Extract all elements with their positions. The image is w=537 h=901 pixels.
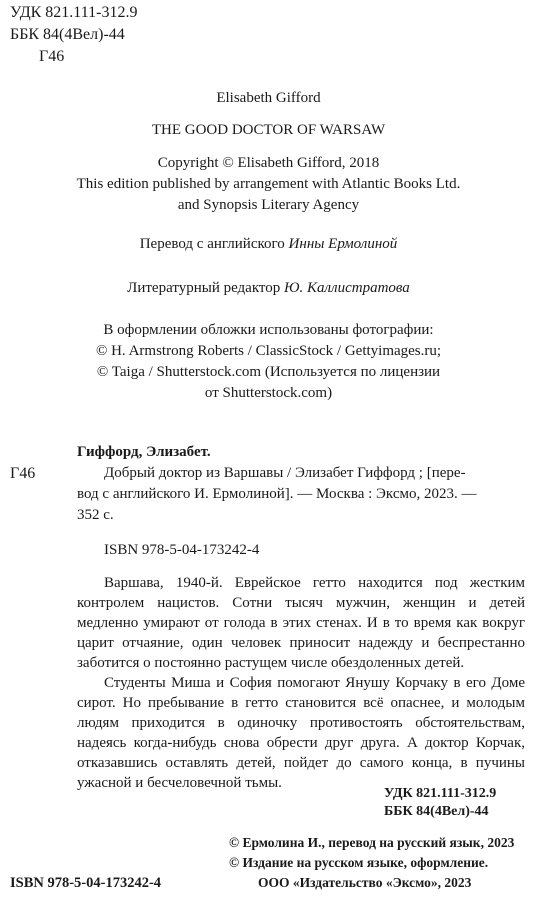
arrangement-line-1: This edition published by arrangement with Atlantic Books Ltd. bbox=[76, 176, 461, 192]
copyright-line: Copyright © Elisabeth Gifford, 2018 bbox=[157, 155, 380, 171]
translation-prefix: Перевод с английского bbox=[139, 236, 285, 252]
photo-credit-4: от Shutterstock.com) bbox=[204, 385, 333, 401]
biblio-line-2: вод с английского И. Ермолиной]. — Москва : Эксмо, 2023. — bbox=[77, 486, 477, 502]
editor-name: Ю. Каллистратова bbox=[284, 280, 410, 296]
annotation-paragraph-2: Студенты Миша и София помогают Янушу Корчаку в его Доме сирот. Но пребывание в гетто становится всё опаснее, и молодым людям приходится в одиночку противостоять обстоятельствам, надеясь когда-нибудь снова обрести друг друга. А доктор Корчак, отказавшись оставлять детей, пойдет до самого конца, в пучины ужасной и бесчеловечной тьмы. bbox=[77, 675, 525, 791]
biblio-heading: Гиффорд, Элизабет. bbox=[77, 444, 211, 460]
biblio-line-3: 352 с. bbox=[77, 507, 114, 523]
photo-credit-2: © H. Armstrong Roberts / ClassicStock / Gettyimages.ru; bbox=[95, 343, 442, 359]
footer-isbn: ISBN 978-5-04-173242-4 bbox=[10, 875, 162, 891]
biblio-mark: Г46 bbox=[10, 465, 36, 482]
biblio-isbn: ISBN 978-5-04-173242-4 bbox=[104, 542, 260, 558]
rights-line-2: © Издание на русском языке, оформление. bbox=[229, 855, 489, 870]
translator-name: Инны Ермолиной bbox=[288, 236, 398, 252]
rights-line-3: ООО «Издательство «Эксмо», 2023 bbox=[258, 875, 472, 890]
biblio-line-1: Добрый доктор из Варшавы / Элизабет Гиффорд ; [пере- bbox=[104, 465, 466, 481]
translation-credit bbox=[0, 236, 537, 253]
photo-credit-1: В оформлении обложки использованы фотографии: bbox=[103, 322, 434, 338]
udk-code-bottom: УДК 821.111-312.9 bbox=[384, 786, 497, 801]
annotation-paragraph-1: Варшава, 1940-й. Еврейское гетто находится под жестким контролем нацистов. Сотни тысяч мужчин, женщин и детей медленно умирают от голода в этих стенах. И в то время как вокруг царит отчаяние, один человек приносит надежду и беспрестанно заботится о постоянно растущем числе обездоленных детей. bbox=[77, 575, 525, 671]
editor-prefix: Литературный редактор bbox=[127, 280, 281, 296]
annotation bbox=[77, 573, 525, 793]
rights-line-1: © Ермолина И., перевод на русский язык, 2023 bbox=[229, 835, 515, 850]
bbk-code-top: ББК 84(4Вел)-44 bbox=[10, 26, 125, 43]
editor-credit bbox=[0, 280, 537, 297]
photo-credit-3: © Taiga / Shutterstock.com (Используется по лицензии bbox=[96, 364, 441, 380]
author-mark-top: Г46 bbox=[39, 48, 65, 65]
arrangement-line-2: and Synopsis Literary Agency bbox=[177, 197, 360, 213]
udk-code-top: УДК 821.111-312.9 bbox=[10, 4, 138, 21]
original-title: THE GOOD DOCTOR OF WARSAW bbox=[151, 122, 386, 138]
bbk-code-bottom: ББК 84(4Вел)-44 bbox=[384, 804, 489, 819]
original-author: Elisabeth Gifford bbox=[216, 90, 321, 106]
